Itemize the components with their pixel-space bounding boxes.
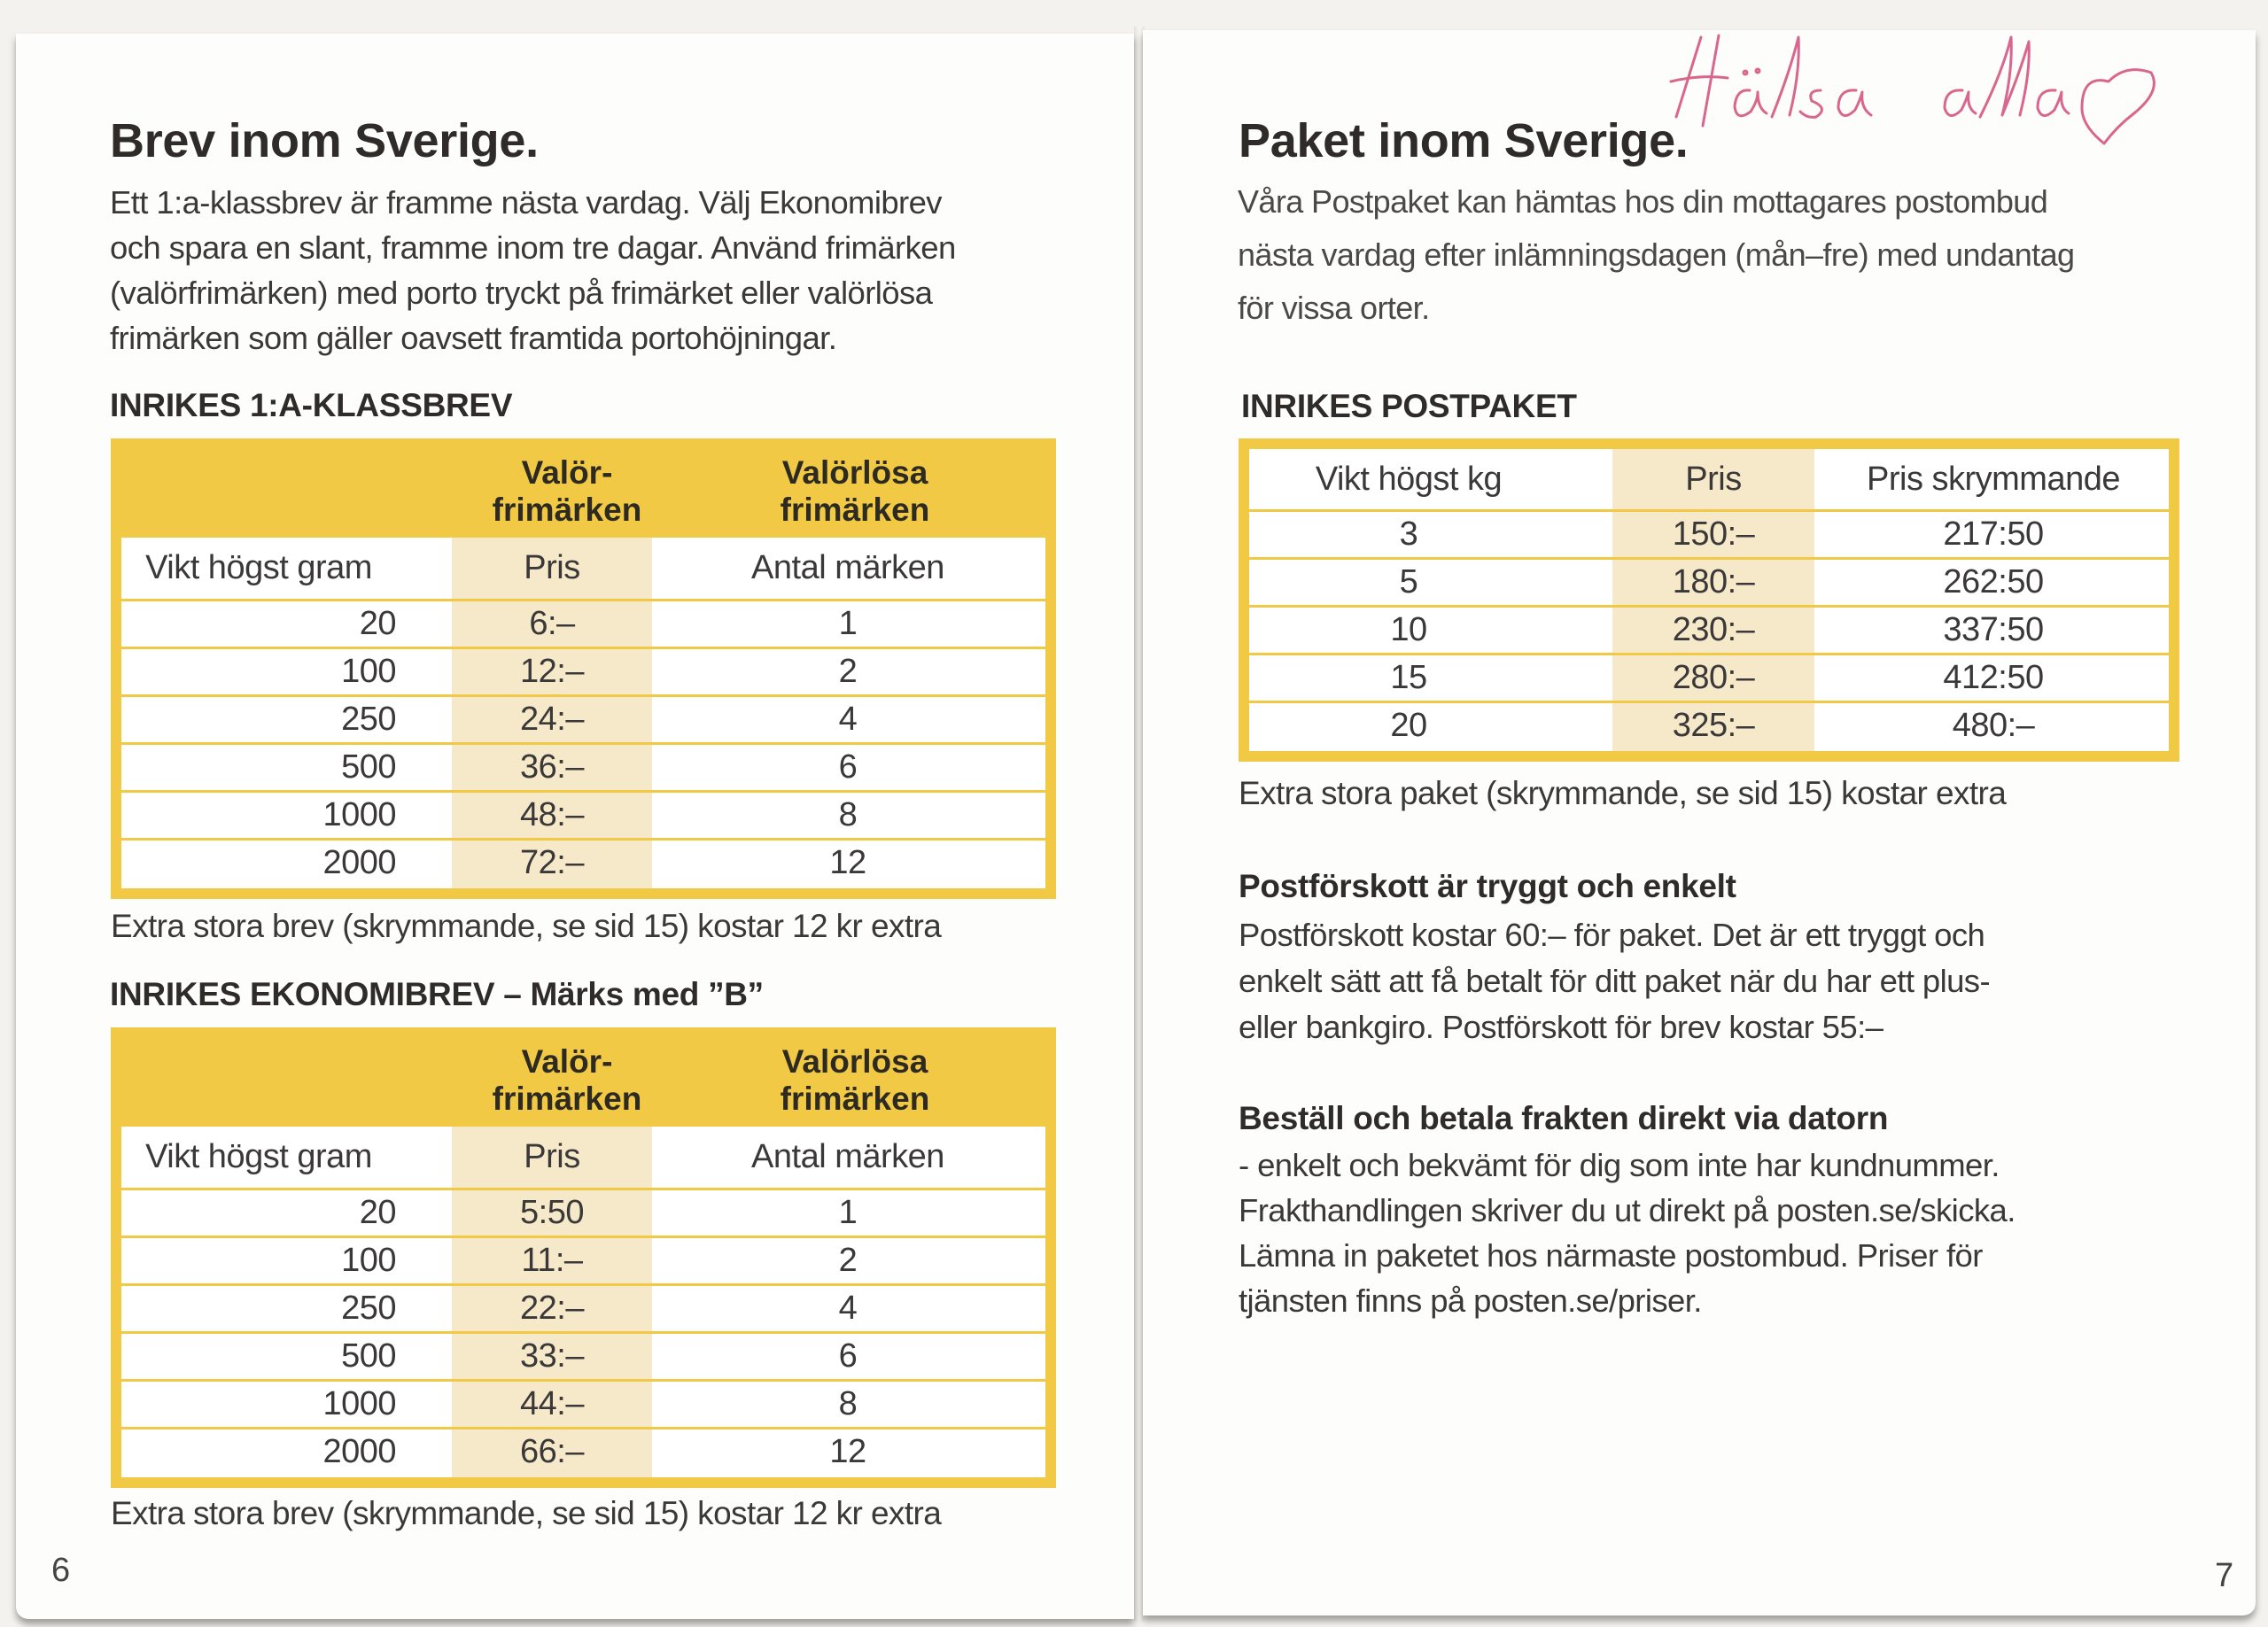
text-line: tjänsten finns på posten.se/priser. <box>1239 1282 1702 1319</box>
table-cell: 5 <box>1399 563 1418 600</box>
text-line: Frakthandlingen skriver du ut direkt på posten.se/skicka. <box>1239 1192 2016 1228</box>
column-header: Pris <box>524 549 580 586</box>
parcel-price-table <box>1239 438 2179 762</box>
intro-line: Våra Postpaket kan hämtas hos din mottagares postombud <box>1238 183 2048 220</box>
table-cell: 1000 <box>322 796 396 833</box>
table-cell: 280:– <box>1672 659 1755 696</box>
table-cell: 1000 <box>322 1385 396 1422</box>
table-cell: 36:– <box>520 748 584 786</box>
section-bestall-heading: Beställ och betala frakten direkt via datorn <box>1239 1100 1889 1136</box>
column-header: Pris <box>1685 460 1742 498</box>
table-row <box>121 1382 1045 1429</box>
table-cell: 10 <box>1390 611 1427 648</box>
table2-heading: INRIKES EKONOMIBREV – Märks med ”B” <box>110 976 764 1012</box>
table-row <box>121 1334 1045 1382</box>
left-page-title: Brev inom Sverige. <box>110 114 539 167</box>
column-header: Pris skrymmande <box>1867 460 2120 498</box>
table-cell: 2 <box>838 1242 858 1279</box>
table-cell: 33:– <box>520 1337 584 1375</box>
table-cell: 250 <box>341 1290 396 1327</box>
table-row <box>121 841 1045 886</box>
group-header-valorlosa: Valörlösa frimärken <box>780 454 930 528</box>
table-cell: 72:– <box>520 844 584 881</box>
table-cell: 2000 <box>322 844 396 881</box>
table-cell: 250 <box>341 701 396 738</box>
table-cell: 262:50 <box>1943 563 2044 600</box>
intro-line: för vissa orter. <box>1238 290 1430 326</box>
group-header-valorlosa: Valörlösa frimärken <box>780 1043 930 1117</box>
table-cell: 6 <box>838 748 858 786</box>
table-cell: 22:– <box>520 1290 584 1327</box>
table-cell: 412:50 <box>1943 659 2044 696</box>
intro-line: nästa vardag efter inlämningsdagen (mån–fre) med undantag <box>1238 236 2075 273</box>
table-cell: 1 <box>838 1194 858 1231</box>
table-row <box>1249 512 2169 560</box>
table-row <box>121 601 1045 649</box>
column-header: Antal märken <box>751 1138 944 1175</box>
table-cell: 150:– <box>1672 515 1755 553</box>
column-header-row <box>121 1127 1045 1190</box>
table-row <box>121 1190 1045 1238</box>
table2-body <box>121 1127 1045 1477</box>
right-intro <box>1238 175 2074 335</box>
table2-group-header <box>111 1027 1056 1125</box>
table-cell: 4 <box>838 1290 858 1327</box>
section-postforskott-heading: Postförskott är tryggt och enkelt <box>1239 868 1736 904</box>
table-row <box>121 745 1045 793</box>
section-postforskott-text <box>1239 912 1990 1050</box>
table-cell: 12 <box>829 1433 866 1470</box>
table-row <box>1249 655 2169 703</box>
table1-body <box>121 538 1045 888</box>
table2-economy-letters <box>111 1027 1056 1488</box>
table-cell: 48:– <box>520 796 584 833</box>
table-row <box>1249 608 2169 655</box>
table-cell: 66:– <box>520 1433 584 1470</box>
column-header: Vikt högst gram <box>145 1138 372 1175</box>
table-cell: 24:– <box>520 701 584 738</box>
table-row <box>1249 703 2169 748</box>
table1-group-header <box>111 438 1056 536</box>
column-header-row <box>1249 449 2169 512</box>
table-cell: 1 <box>838 605 858 642</box>
table-row <box>121 793 1045 841</box>
table-cell: 500 <box>341 748 396 786</box>
table-cell: 3 <box>1399 515 1418 553</box>
table-cell: 44:– <box>520 1385 584 1422</box>
section-bestall-text <box>1239 1143 2016 1323</box>
table-cell: 20 <box>359 1194 396 1231</box>
table-cell: 2000 <box>322 1433 396 1470</box>
text-line: eller bankgiro. Postförskott för brev kostar 55:– <box>1239 1009 1884 1045</box>
page-number-left: 6 <box>51 1552 71 1589</box>
table-cell: 337:50 <box>1943 611 2044 648</box>
table2-note: Extra stora brev (skrymmande, se sid 15) kostar 12 kr extra <box>111 1495 942 1531</box>
intro-line: (valörfrimärken) med porto tryckt på frimärket eller valörlösa <box>110 275 933 311</box>
intro-line: och spara en slant, framme inom tre dagar. Använd frimärken <box>110 229 956 266</box>
table-cell: 217:50 <box>1943 515 2044 553</box>
table-cell: 100 <box>341 1242 396 1279</box>
table-cell: 100 <box>341 653 396 690</box>
table-cell: 11:– <box>521 1242 583 1279</box>
parcel-table-note: Extra stora paket (skrymmande, se sid 15) kostar extra <box>1239 775 2007 811</box>
table-row <box>121 1238 1045 1286</box>
table-cell: 180:– <box>1672 563 1755 600</box>
group-header-valorfrimarken: Valör- frimärken <box>492 1043 642 1117</box>
column-header: Antal märken <box>751 549 944 586</box>
handwritten-text: Hälsa alla ♡ <box>1666 19 1671 20</box>
column-header-row <box>121 538 1045 601</box>
table1-note: Extra stora brev (skrymmande, se sid 15) kostar 12 kr extra <box>111 908 942 944</box>
page-number-right: 7 <box>2215 1557 2234 1594</box>
table-cell: 4 <box>838 701 858 738</box>
table-row <box>1249 560 2169 608</box>
table-row <box>121 697 1045 745</box>
text-line: Lämna in paketet hos närmaste postombud. Priser för <box>1239 1237 1983 1274</box>
column-header: Pris <box>524 1138 580 1175</box>
table-cell: 8 <box>838 1385 858 1422</box>
table-cell: 6:– <box>529 605 575 642</box>
table-cell: 12:– <box>520 653 584 690</box>
text-line: enkelt sätt att få betalt för ditt paket när du har ett plus- <box>1239 963 1991 999</box>
table-cell: 5:50 <box>520 1194 584 1231</box>
column-header: Vikt högst gram <box>145 549 372 586</box>
right-page-title: Paket inom Sverige. <box>1239 114 1689 167</box>
text-line: Postförskott kostar 60:– för paket. Det är ett tryggt och <box>1239 917 1985 953</box>
left-intro <box>110 180 956 360</box>
table-cell: 480:– <box>1952 707 2035 744</box>
table1-first-class-letters <box>111 438 1056 899</box>
table-row <box>121 1286 1045 1334</box>
table-cell: 12 <box>829 844 866 881</box>
table-cell: 230:– <box>1672 611 1755 648</box>
table-cell: 8 <box>838 796 858 833</box>
table-row <box>121 1429 1045 1475</box>
handwritten-greeting <box>1666 19 2268 152</box>
table-cell: 20 <box>359 605 396 642</box>
table-cell: 325:– <box>1672 707 1755 744</box>
table-cell: 500 <box>341 1337 396 1375</box>
intro-line: frimärken som gäller oavsett framtida portohöjningar. <box>110 320 837 356</box>
parcel-table-body <box>1249 449 2169 751</box>
table-cell: 2 <box>838 653 858 690</box>
intro-line: Ett 1:a-klassbrev är framme nästa vardag. Välj Ekonomibrev <box>110 184 942 221</box>
table-cell: 15 <box>1390 659 1427 696</box>
column-header: Vikt högst kg <box>1315 460 1503 498</box>
text-line: - enkelt och bekvämt för dig som inte har kundnummer. <box>1239 1147 2000 1183</box>
table-row <box>121 649 1045 697</box>
table-cell: 6 <box>838 1337 858 1375</box>
table1-heading: INRIKES 1:A-KLASSBREV <box>110 387 513 423</box>
parcel-table-heading: INRIKES POSTPAKET <box>1241 388 1577 424</box>
group-header-valorfrimarken: Valör- frimärken <box>492 454 642 528</box>
table-cell: 20 <box>1390 707 1427 744</box>
